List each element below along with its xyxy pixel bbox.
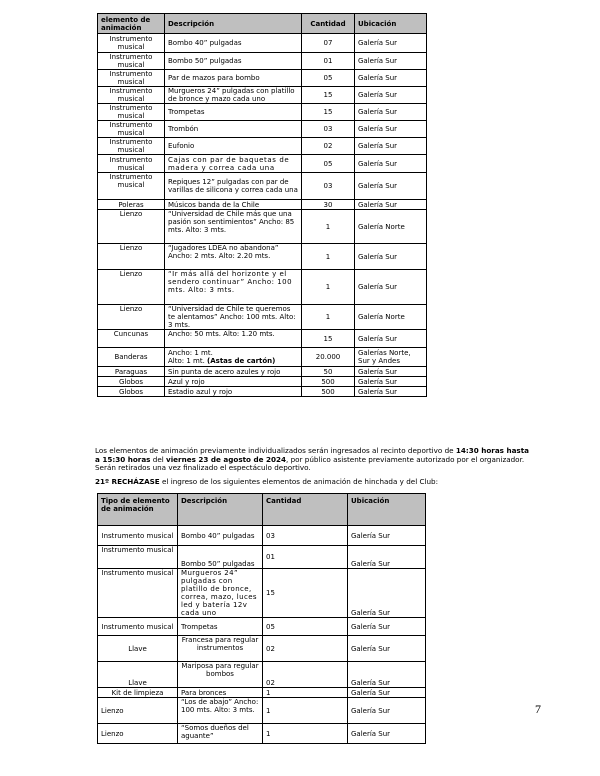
cell-cant: 01 [302, 53, 355, 70]
cell-desc: Estadio azul y rojo [165, 387, 302, 397]
cell-desc: Sin punta de acero azules y rojo [165, 367, 302, 377]
cell-tipo: Lienzo [98, 244, 165, 270]
cell-desc: “Jugadores LDEA no abandona” Ancho: 2 mts. Alto: 2.20 mts. [165, 244, 302, 270]
table-row [98, 173, 427, 200]
table-row [98, 270, 427, 305]
cell-desc: Francesa para regular instrumentos [178, 636, 263, 662]
cell-cant: 03 [302, 173, 355, 200]
paragraph-bold-time: 14:30 horas hasta a 15:30 horas [95, 446, 529, 464]
table-row [98, 367, 427, 377]
paragraph-text: del [150, 454, 167, 464]
table-row [98, 330, 427, 348]
header-cantidad: Cantidad [302, 14, 355, 34]
cell-ubic: Galería Sur [355, 330, 427, 348]
cell-desc: Par de mazos para bombo [165, 70, 302, 87]
cell-tipo: Instrumento musical [98, 155, 165, 173]
cell-ubic: Galería Norte [355, 210, 427, 244]
cell-tipo: Instrumento musical [98, 70, 165, 87]
table-row [98, 210, 427, 244]
paragraph-bold-date: viernes 23 de agosto de 2024 [166, 454, 287, 464]
cell-cant: 20.000 [302, 348, 355, 367]
entry-schedule-paragraph [95, 447, 530, 473]
header-descripcion: Descripción [165, 14, 302, 34]
cell-desc: Ancho: 50 mts. Alto: 1.20 mts. [165, 330, 302, 348]
cell-desc: Azul y rojo [165, 377, 302, 387]
paragraph-text: el ingreso de los siguientes elementos de animación de hinchada y del Club: [159, 477, 439, 486]
cell-tipo: Lienzo [98, 305, 165, 330]
table-row [98, 526, 426, 546]
cell-tipo: Globos [98, 387, 165, 397]
paragraph-text: , por público asistente previamente autorizado por el organizador. Serán retirados una vez finalizado el espectáculo deportivo. [95, 454, 525, 473]
rejection-paragraph [95, 478, 530, 487]
cell-ubic: Galería Sur [355, 70, 427, 87]
cell-tipo: Instrumento musical [98, 87, 165, 104]
cell-desc: Repiques 12” pulgadas con par de varillas de silicona y correa cada una [165, 173, 302, 200]
cell-ubic: Galerías Norte, Sur y Andes [355, 348, 427, 367]
cell-ubic: Galería Sur [348, 662, 426, 688]
cell-cant: 02 [263, 636, 348, 662]
cell-cant: 500 [302, 387, 355, 397]
cell-tipo: Lienzo [98, 270, 165, 305]
cell-tipo: Llave [98, 636, 178, 662]
cell-ubic: Galería Sur [355, 121, 427, 138]
cell-desc-line2-text: Alto: 1 mt. [168, 357, 205, 365]
cell-desc: Cajas con par de baquetas de madera y correa cada una [165, 155, 302, 173]
cell-cant: 02 [263, 662, 348, 688]
table-row [98, 569, 426, 618]
cell-cant: 15 [263, 569, 348, 618]
cell-desc: “Somos dueños del aguante” [178, 724, 263, 744]
table-header-row [98, 14, 427, 34]
cell-cant: 1 [302, 270, 355, 305]
table-row [98, 34, 427, 53]
cell-tipo: Banderas [98, 348, 165, 367]
cell-ubic: Galería Sur [355, 138, 427, 155]
cell-desc: Bombo 50” pulgadas [165, 53, 302, 70]
cell-desc: Murgueros 24” pulgadas con platillo de bronce y mazo cada uno [165, 87, 302, 104]
cell-desc-bold: (Astas de cartón) [207, 357, 276, 365]
table-row [98, 53, 427, 70]
cell-tipo: Paraguas [98, 367, 165, 377]
cell-desc: “Ir más allá del horizonte y el sendero continuar” Ancho: 100 mts. Alto: 3 mts. [165, 270, 302, 305]
cell-ubic: Galería Sur [355, 270, 427, 305]
animation-elements-table [97, 13, 427, 397]
table-header-row [98, 494, 426, 526]
cell-ubic: Galería Sur [355, 34, 427, 53]
cell-tipo: Instrumento musical [98, 34, 165, 53]
cell-desc: Para bronces [178, 688, 263, 698]
cell-tipo: Kit de limpieza [98, 688, 178, 698]
cell-ubic: Galería Sur [355, 387, 427, 397]
table-row [98, 698, 426, 724]
table-row [98, 87, 427, 104]
table-row [98, 104, 427, 121]
cell-desc: Músicos banda de la Chile [165, 200, 302, 210]
header-cantidad: Cantidad [263, 494, 348, 526]
cell-desc: Bombo 50” pulgadas [178, 546, 263, 569]
cell-desc: Eufonio [165, 138, 302, 155]
cell-ubic: Galería Sur [355, 87, 427, 104]
cell-ubic: Galería Sur [348, 636, 426, 662]
cell-tipo: Instrumento musical [98, 104, 165, 121]
cell-ubic: Galería Sur [355, 104, 427, 121]
cell-ubic: Galería Sur [348, 618, 426, 636]
cell-cant: 03 [302, 121, 355, 138]
table-row [98, 348, 427, 367]
header-tipo: elemento de animación [98, 14, 165, 34]
table-row [98, 200, 427, 210]
cell-tipo: Cuncunas [98, 330, 165, 348]
table-row [98, 546, 426, 569]
cell-desc: “Universidad de Chile más que una pasión son sentimientos” Ancho: 85 mts. Alto: 3 mts. [165, 210, 302, 244]
table-row [98, 618, 426, 636]
cell-ubic: Galería Sur [355, 367, 427, 377]
cell-desc-line1: Ancho: 1 mt. [168, 349, 213, 357]
cell-desc [165, 348, 302, 367]
table-row [98, 377, 427, 387]
cell-tipo: Instrumento musical [98, 569, 178, 618]
cell-tipo: Globos [98, 377, 165, 387]
cell-ubic: Galería Sur [348, 688, 426, 698]
cell-desc: “Los de abajo” Ancho: 100 mts. Alto: 3 mts. [178, 698, 263, 724]
cell-desc: “Universidad de Chile te queremos te alentamos” Ancho: 100 mts. Alto: 3 mts. [165, 305, 302, 330]
cell-cant: 500 [302, 377, 355, 387]
table-row [98, 688, 426, 698]
cell-tipo: Instrumento musical [98, 618, 178, 636]
cell-cant: 03 [263, 526, 348, 546]
cell-tipo: Instrumento musical [98, 121, 165, 138]
cell-ubic: Galería Sur [355, 173, 427, 200]
cell-ubic: Galería Sur [355, 377, 427, 387]
cell-cant: 1 [302, 210, 355, 244]
cell-cant: 15 [302, 330, 355, 348]
cell-ubic: Galería Sur [355, 244, 427, 270]
cell-cant: 50 [302, 367, 355, 377]
table-row [98, 636, 426, 662]
cell-tipo: Instrumento musical [98, 138, 165, 155]
cell-cant: 1 [263, 688, 348, 698]
cell-desc: Bombo 40” pulgadas [178, 526, 263, 546]
table-row [98, 724, 426, 744]
table-row [98, 305, 427, 330]
table-row [98, 244, 427, 270]
cell-ubic: Galería Sur [355, 155, 427, 173]
cell-desc: Trompetas [165, 104, 302, 121]
cell-desc: Bombo 40” pulgadas [165, 34, 302, 53]
cell-cant: 1 [302, 305, 355, 330]
cell-cant: 01 [263, 546, 348, 569]
cell-cant: 15 [302, 87, 355, 104]
cell-ubic: Galería Sur [355, 53, 427, 70]
header-ubicacion: Ubicación [355, 14, 427, 34]
cell-cant: 05 [263, 618, 348, 636]
cell-tipo: Instrumento musical [98, 526, 178, 546]
cell-cant: 15 [302, 104, 355, 121]
cell-cant: 1 [302, 244, 355, 270]
cell-ubic: Galería Sur [348, 526, 426, 546]
cell-ubic: Galería Sur [348, 546, 426, 569]
article-number: 21º RECHÁZASE [95, 477, 160, 486]
cell-cant: 05 [302, 70, 355, 87]
table-row [98, 138, 427, 155]
table-row [98, 387, 427, 397]
cell-cant: 05 [302, 155, 355, 173]
rejected-elements-table [97, 493, 426, 744]
cell-tipo: Instrumento musical [98, 53, 165, 70]
cell-desc: Murgueros 24” pulgadas con platillo de bronce, correa, mazo, luces led y batería 12v cada uno [178, 569, 263, 618]
cell-ubic: Galería Sur [355, 200, 427, 210]
cell-tipo: Instrumento musical [98, 546, 178, 569]
cell-tipo: Lienzo [98, 698, 178, 724]
cell-cant: 02 [302, 138, 355, 155]
cell-tipo: Llave [98, 662, 178, 688]
table-row [98, 155, 427, 173]
cell-desc: Mariposa para regular bombos [178, 662, 263, 688]
cell-ubic: Galería Norte [355, 305, 427, 330]
cell-cant: 1 [263, 724, 348, 744]
cell-cant: 30 [302, 200, 355, 210]
cell-ubic: Galería Sur [348, 698, 426, 724]
cell-desc: Trompetas [178, 618, 263, 636]
cell-desc: Trombón [165, 121, 302, 138]
table-row [98, 70, 427, 87]
page-number: 7 [535, 702, 541, 716]
cell-tipo: Instrumento musical [98, 173, 165, 200]
table-row [98, 662, 426, 688]
cell-ubic: Galería Sur [348, 569, 426, 618]
cell-cant: 07 [302, 34, 355, 53]
table-row [98, 121, 427, 138]
cell-tipo: Lienzo [98, 724, 178, 744]
header-descripcion: Descripción [178, 494, 263, 526]
cell-tipo: Lienzo [98, 210, 165, 244]
cell-tipo: Poleras [98, 200, 165, 210]
header-ubicacion: Ubicación [348, 494, 426, 526]
cell-ubic: Galería Sur [348, 724, 426, 744]
cell-cant: 1 [263, 698, 348, 724]
header-tipo: Tipo de elemento de animación [98, 494, 178, 526]
cell-desc-line2 [168, 357, 298, 365]
paragraph-text: Los elementos de animación previamente individualizados serán ingresados al recinto deportivo de [95, 446, 456, 455]
